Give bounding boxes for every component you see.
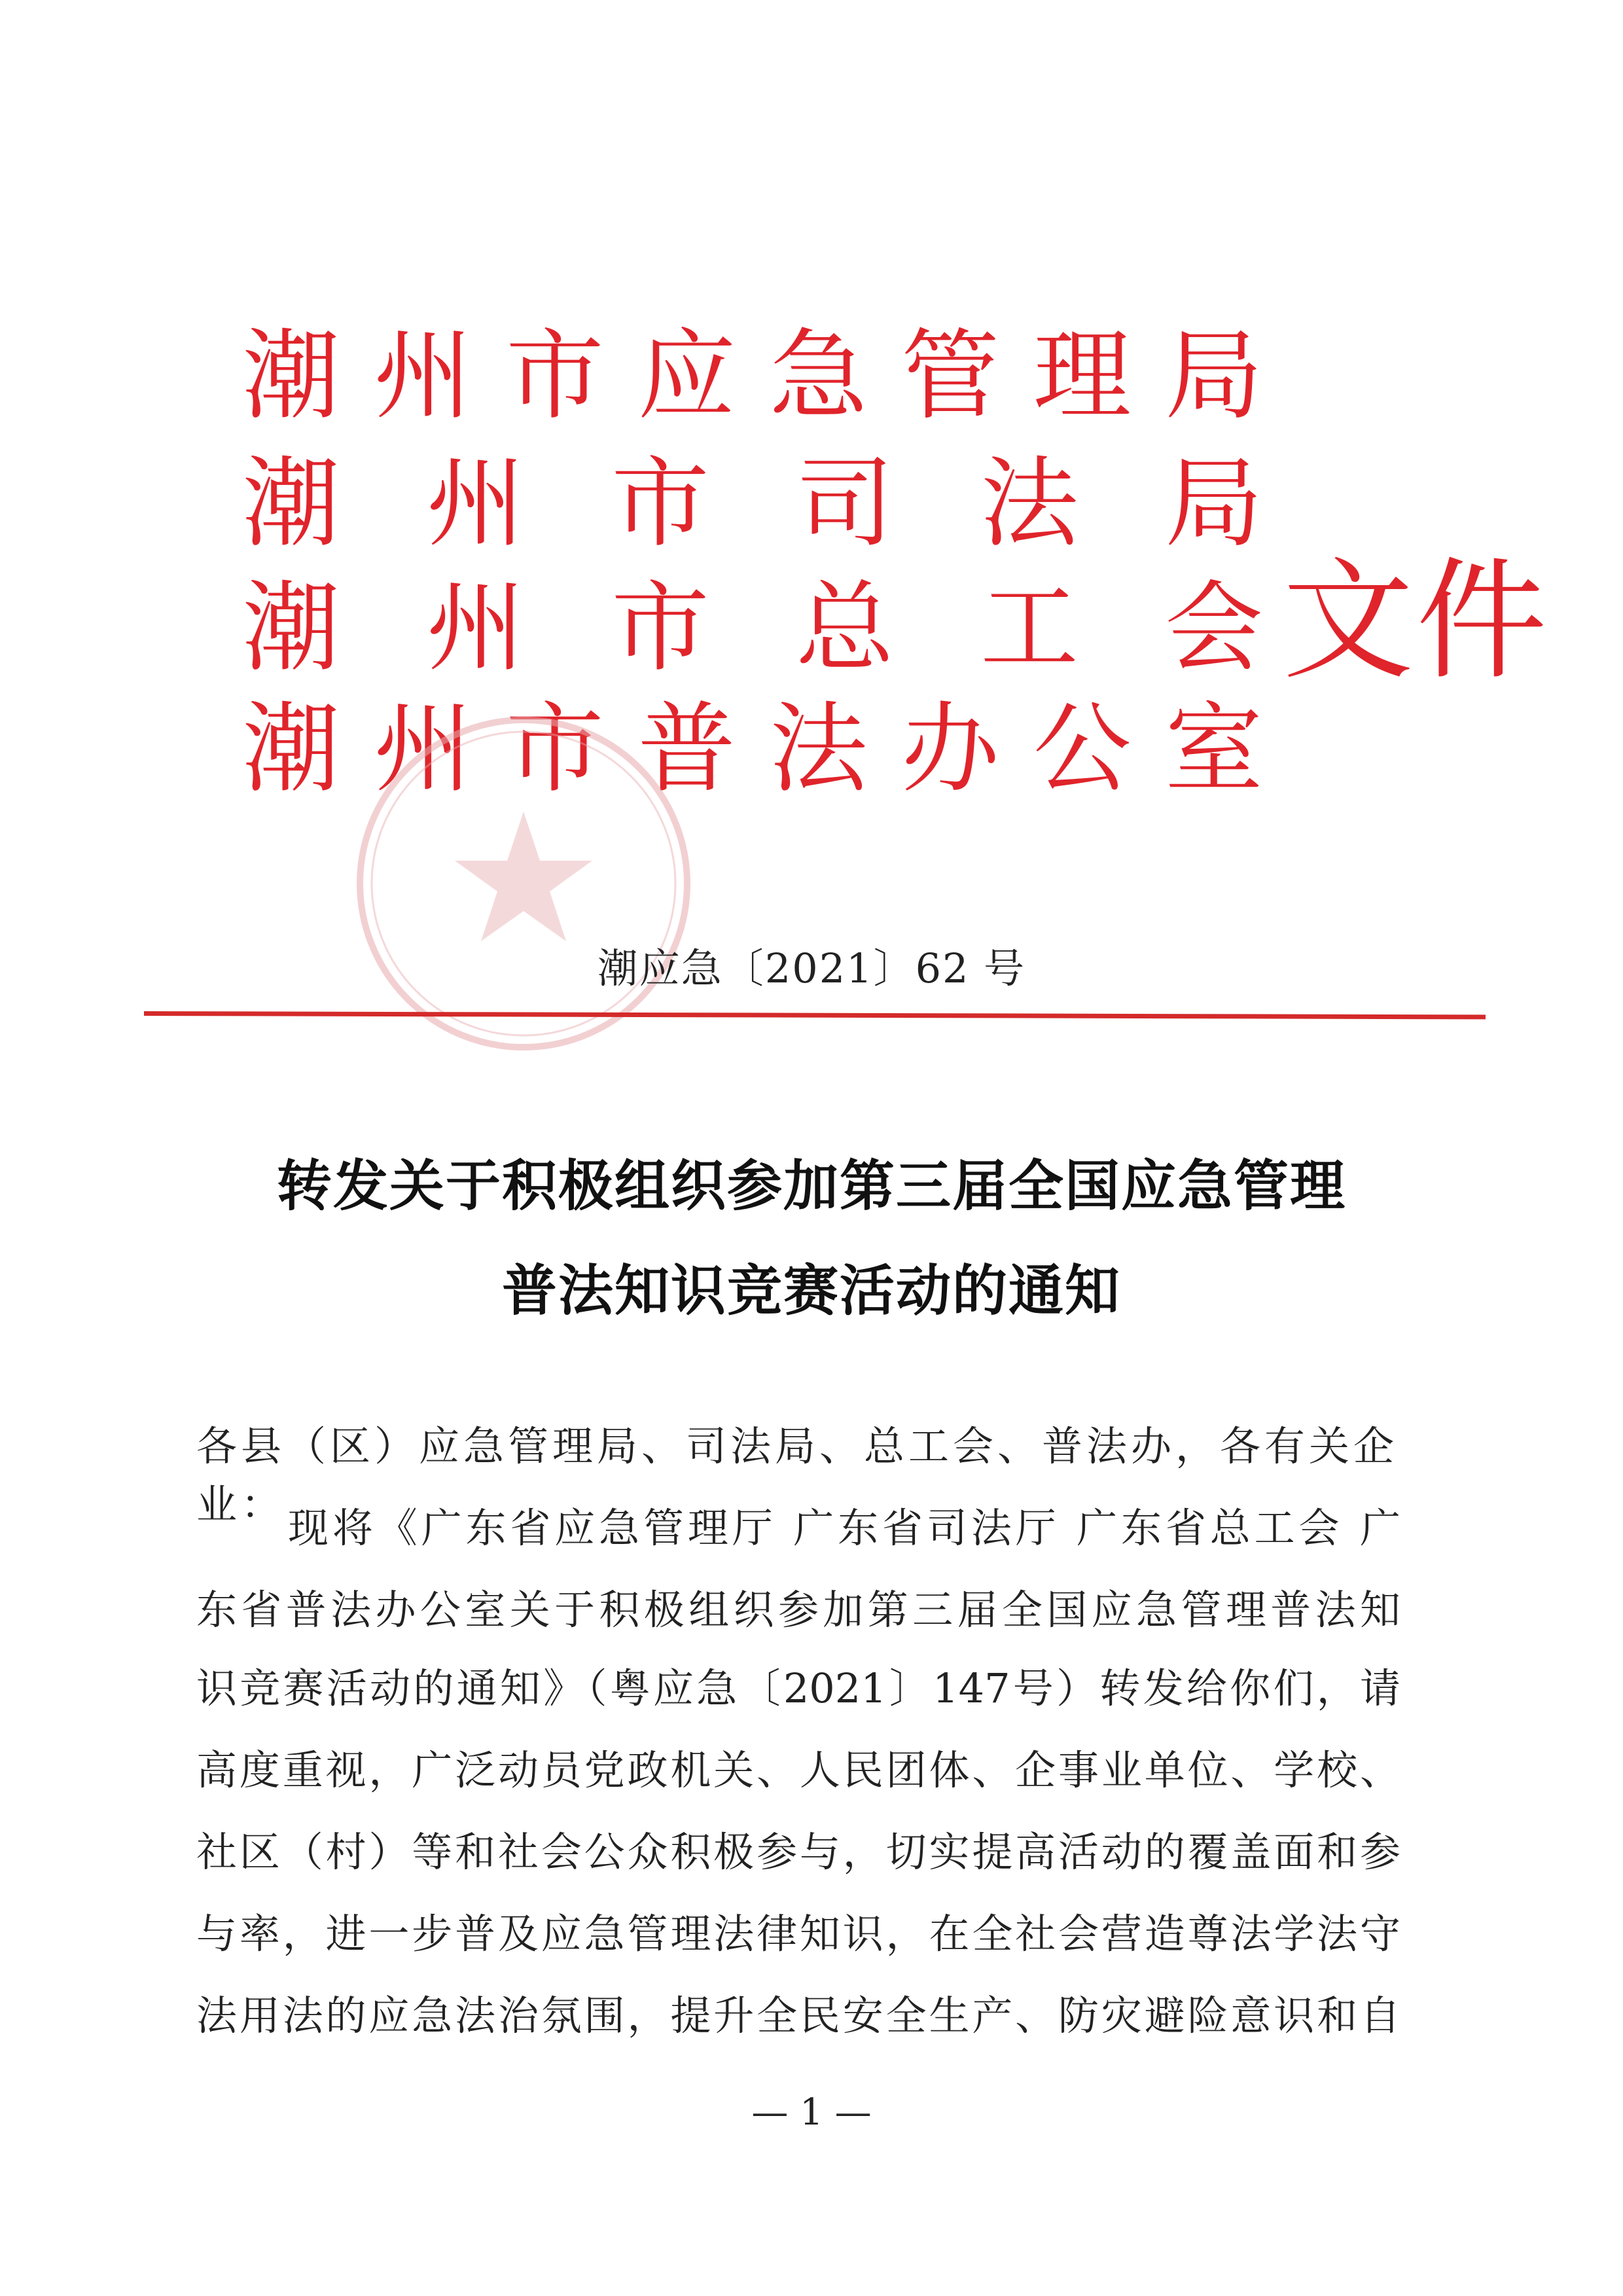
body-line: 东省普法办公室关于积极组织参加第三届全国应急管理普法知: [196, 1586, 1400, 1634]
header-char: 总: [795, 571, 894, 685]
body-line: 社区（村）等和社会公众积极参与，切实提高活动的覆盖面和参: [196, 1828, 1400, 1876]
header-char: 应: [637, 319, 736, 433]
header-char: 局: [1164, 447, 1263, 561]
header-char: 潮: [242, 571, 341, 685]
title-line-2: 普法知识竞赛活动的通知: [501, 1259, 1121, 1323]
header-char: 州: [426, 447, 525, 561]
body-line: 识竞赛活动的通知》（粤应急〔2021〕147号）转发给你们，请: [196, 1664, 1400, 1712]
header-row-2: [242, 442, 1263, 566]
body-line: 现将《广东省应急管理厅 广东省司法厅 广东省总工会 广: [288, 1504, 1400, 1552]
document-number: 潮应急〔2021〕62 号: [597, 944, 1026, 992]
header-char: 工: [980, 571, 1079, 685]
header-char: 管: [901, 319, 1000, 433]
salutation: 各县（区）应急管理局、司法局、总工会、普法办，各有关企业：: [196, 1422, 1399, 1528]
header-char: 法: [769, 692, 868, 806]
title-line-1: 转发关于积极组织参加第三届全国应急管理: [276, 1154, 1346, 1218]
header-char: 州: [426, 571, 525, 685]
header-char: 理: [1033, 319, 1132, 433]
header-char: 公: [1033, 692, 1132, 806]
header-char: 潮: [242, 319, 341, 433]
header-char: 普: [637, 692, 736, 806]
header-char: 会: [1164, 571, 1263, 685]
page-number: — 1 —: [751, 2091, 872, 2134]
header-suffix: 文件: [1283, 545, 1550, 698]
header-char: 州: [374, 319, 473, 433]
header-char: 法: [980, 447, 1079, 561]
body-line: 与率，进一步普及应急管理法律知识，在全社会营造尊法学法守: [196, 1910, 1400, 1958]
body-line: 高度重视，广泛动员党政机关、人民团体、企事业单位、学校、: [196, 1746, 1400, 1794]
header-char: 市: [611, 447, 709, 561]
header-char: 州: [374, 692, 473, 806]
header-row-1: [242, 314, 1263, 439]
header-char: 市: [505, 319, 604, 433]
header-char: 司: [795, 447, 894, 561]
header-char: 市: [505, 692, 604, 806]
header-row-3: [242, 566, 1263, 691]
header-char: 办: [901, 692, 1000, 806]
body-line: 法用法的应急法治氛围，提升全民安全生产、防灾避险意识和自: [196, 1992, 1400, 2039]
header-char: 急: [769, 319, 868, 433]
header-char: 室: [1164, 692, 1263, 806]
header-char: 潮: [242, 692, 341, 806]
header-char: 市: [611, 571, 709, 685]
header-char: 局: [1164, 319, 1263, 433]
header-char: 潮: [242, 447, 341, 561]
